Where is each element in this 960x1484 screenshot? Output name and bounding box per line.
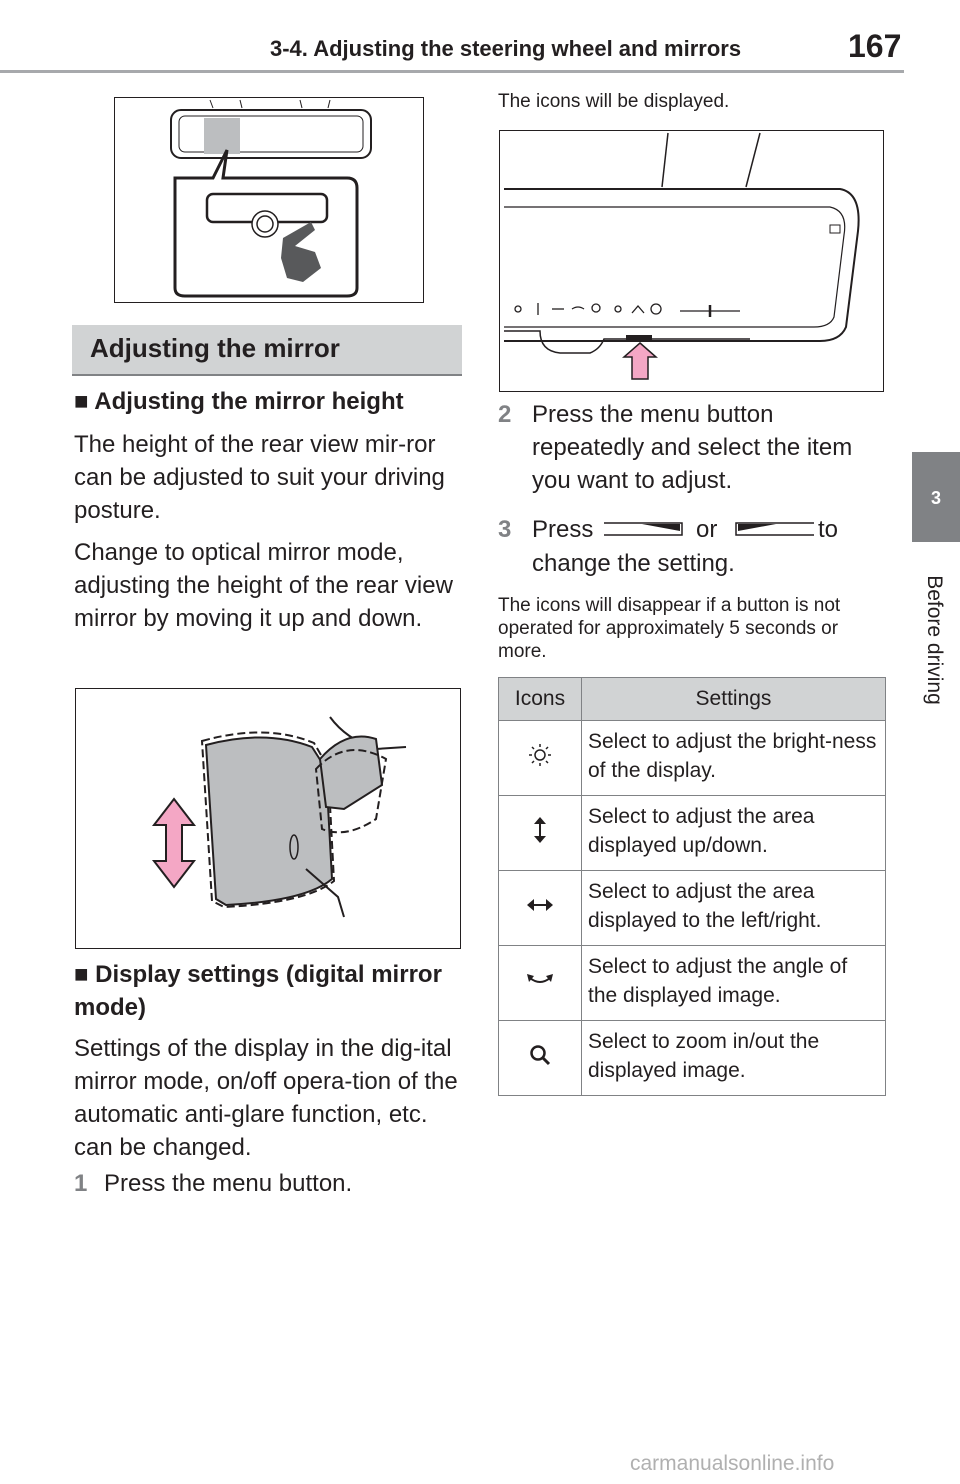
left-button-icon	[602, 521, 686, 537]
header-rule	[0, 70, 904, 73]
table-row	[499, 1021, 886, 1096]
figure-mirror-height	[75, 688, 461, 949]
table-icon-cell	[499, 946, 582, 1021]
zoom-icon	[528, 1043, 552, 1067]
step-3	[498, 513, 888, 583]
step-text: Press the menu button.	[104, 1170, 353, 1197]
step-text-or: or	[696, 516, 718, 543]
table-setting-cell: Select to zoom in/out the displayed image.	[582, 1021, 886, 1096]
mirror-height-illustration	[76, 689, 460, 948]
step-text: Press the menu button repeatedly and select the item you want to adjust.	[532, 401, 853, 494]
brightness-icon	[528, 743, 552, 767]
table-setting-cell: Select to adjust the angle of the displayed image.	[582, 946, 886, 1021]
chapter-tab	[912, 452, 960, 542]
table-setting-cell: Select to adjust the bright-ness of the display.	[582, 721, 886, 796]
angle-icon	[526, 970, 554, 990]
section-heading-text: Adjusting the mirror	[90, 333, 340, 363]
table-icon-cell	[499, 1021, 582, 1096]
table-icon-cell	[499, 871, 582, 946]
step-text-to: to	[818, 516, 839, 543]
icons-display-illustration	[500, 131, 883, 391]
step-text-change: change the setting.	[532, 550, 735, 577]
step-number: 2	[498, 401, 512, 428]
table-row	[499, 946, 886, 1021]
bullet-square: ■	[74, 961, 89, 988]
subheading-text: Display settings (digital mirror mode)	[74, 961, 442, 1021]
table-icon-cell	[499, 721, 582, 796]
disappear-note: The icons will disappear if a button is not operated for approximately 5 seconds or more.	[498, 595, 841, 662]
table-header-icons: Icons	[499, 678, 582, 721]
section-heading	[72, 325, 462, 376]
table-row	[499, 796, 886, 871]
subheading-mirror-height	[74, 388, 464, 416]
up-down-arrow-icon	[528, 816, 552, 844]
step-2	[498, 398, 888, 494]
settings-table	[498, 677, 886, 1096]
step-1	[74, 1167, 464, 1200]
icons-displayed-note: The icons will be displayed.	[498, 91, 730, 112]
table-header-settings: Settings	[582, 678, 886, 721]
figure-icons-display	[499, 130, 884, 392]
table-header-row	[499, 678, 886, 721]
table-row	[499, 721, 886, 796]
right-button-icon	[732, 521, 816, 537]
mirror-menu-illustration	[115, 98, 423, 302]
table-setting-cell: Select to adjust the area displayed up/down.	[582, 796, 886, 871]
mirror-height-paragraph-2: Change to optical mirror mode, adjusting the height of the rear view mirror by moving it up and down.	[74, 539, 453, 632]
bullet-square: ■	[74, 388, 89, 415]
chapter-title: Before driving	[923, 575, 946, 705]
running-header-title: 3-4. Adjusting the steering wheel and mirrors	[270, 36, 742, 61]
figure-menu-button	[114, 97, 424, 303]
table-row	[499, 871, 886, 946]
footer-watermark: carmanualsonline.info	[630, 1452, 835, 1475]
display-settings-paragraph: Settings of the display in the dig-ital mirror mode, on/off opera-tion of the automatic anti-glare function, etc. can be changed.	[74, 1035, 458, 1161]
chapter-title-vertical	[898, 560, 960, 720]
table-icon-cell	[499, 796, 582, 871]
mirror-height-paragraph-1: The height of the rear view mir-ror can be adjusted to suit your driving posture.	[74, 431, 445, 524]
step-number: 3	[498, 516, 512, 543]
subheading-text: Adjusting the mirror height	[94, 388, 404, 415]
page-number: 167	[848, 28, 902, 64]
table-setting-cell: Select to adjust the area displayed to the left/right.	[582, 871, 886, 946]
subheading-display-settings	[74, 958, 464, 1024]
step-number: 1	[74, 1170, 88, 1197]
step-text-press: Press	[532, 516, 594, 543]
left-right-arrow-icon	[526, 895, 554, 915]
chapter-number: 3	[930, 488, 941, 508]
